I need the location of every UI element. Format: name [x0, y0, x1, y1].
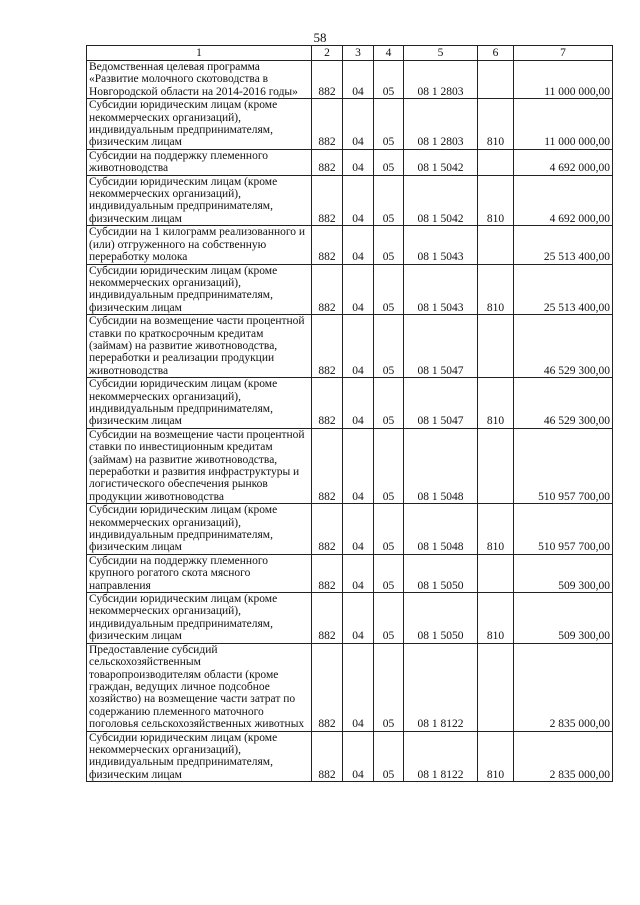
subsection-cell: 05: [374, 226, 404, 264]
admin-code-cell: 882: [312, 315, 343, 378]
table-row: [87, 593, 613, 644]
table-row: [87, 643, 613, 731]
target-article-cell: 08 1 5050: [404, 593, 478, 644]
section-cell: 04: [343, 264, 374, 315]
row-name-cell: Субсидии на возмещение части процентной ставки по краткосрочным кредитам (займам) на развитие животноводства, переработки и реализации продукции животноводства: [87, 315, 312, 378]
amount-cell: 509 300,00: [514, 554, 613, 592]
subsection-cell: 05: [374, 175, 404, 226]
amount-cell: 25 513 400,00: [514, 264, 613, 315]
target-article-cell: 08 1 5048: [404, 428, 478, 503]
expense-type-cell: 810: [478, 593, 514, 644]
amount-cell: 46 529 300,00: [514, 378, 613, 429]
row-name-cell: Субсидии юридическим лицам (кроме некоммерческих организаций), индивидуальным предпринимателям, физическим лицам: [87, 99, 312, 150]
expense-type-cell: 810: [478, 504, 514, 555]
table-row: [87, 175, 613, 226]
column-header: 1: [87, 46, 312, 61]
row-name-cell: Субсидии на поддержку племенного животноводства: [87, 149, 312, 175]
table-row: [87, 428, 613, 503]
subsection-cell: 05: [374, 378, 404, 429]
amount-cell: 11 000 000,00: [514, 99, 613, 150]
section-cell: 04: [343, 175, 374, 226]
section-cell: 04: [343, 428, 374, 503]
admin-code-cell: 882: [312, 643, 343, 731]
expense-type-cell: 810: [478, 175, 514, 226]
section-cell: 04: [343, 61, 374, 99]
section-cell: 04: [343, 504, 374, 555]
table-row: [87, 315, 613, 378]
column-header: 4: [374, 46, 404, 61]
column-header: 2: [312, 46, 343, 61]
section-cell: 04: [343, 149, 374, 175]
row-name-cell: Субсидии юридическим лицам (кроме некоммерческих организаций), индивидуальным предпринимателям, физическим лицам: [87, 731, 312, 782]
table-row: [87, 378, 613, 429]
row-name-cell: Субсидии юридическим лицам (кроме некоммерческих организаций), индивидуальным предпринимателям, физическим лицам: [87, 504, 312, 555]
admin-code-cell: 882: [312, 731, 343, 782]
section-cell: 04: [343, 378, 374, 429]
amount-cell: 510 957 700,00: [514, 428, 613, 503]
row-name-cell: Предоставление субсидий сельскохозяйственным товаропроизводителям области (кроме граждан, ведущих личное подсобное хозяйство) на возмещение части затрат по содержанию племенного маточного поголовья сельскохозяйственных животных: [87, 643, 312, 731]
table-body: [87, 61, 613, 782]
subsection-cell: 05: [374, 428, 404, 503]
expense-type-cell: 810: [478, 378, 514, 429]
admin-code-cell: 882: [312, 428, 343, 503]
expense-type-cell: 810: [478, 731, 514, 782]
amount-cell: 509 300,00: [514, 593, 613, 644]
expense-type-cell: [478, 315, 514, 378]
section-cell: 04: [343, 643, 374, 731]
target-article-cell: 08 1 8122: [404, 643, 478, 731]
target-article-cell: 08 1 5043: [404, 226, 478, 264]
column-header: 5: [404, 46, 478, 61]
section-cell: 04: [343, 226, 374, 264]
column-header: 3: [343, 46, 374, 61]
row-name-cell: Субсидии юридическим лицам (кроме некоммерческих организаций), индивидуальным предпринимателям, физическим лицам: [87, 593, 312, 644]
target-article-cell: 08 1 2803: [404, 61, 478, 99]
subsection-cell: 05: [374, 593, 404, 644]
page-number: 58: [313, 30, 327, 45]
admin-code-cell: 882: [312, 593, 343, 644]
row-name-cell: Субсидии юридическим лицам (кроме некоммерческих организаций), индивидуальным предпринимателям, физическим лицам: [87, 175, 312, 226]
admin-code-cell: 882: [312, 61, 343, 99]
admin-code-cell: 882: [312, 554, 343, 592]
row-name-cell: Субсидии на возмещение части процентной ставки по инвестиционным кредитам (займам) на развитие животноводства, переработки и развития инфраструктуры и логистического обеспечения рынков продукции животноводства: [87, 428, 312, 503]
row-name-cell: Ведомственная целевая программа «Развитие молочного скотоводства в Новгородской области на 2014-2016 годы»: [87, 61, 312, 99]
table-row: [87, 731, 613, 782]
subsection-cell: 05: [374, 99, 404, 150]
subsection-cell: 05: [374, 554, 404, 592]
amount-cell: 25 513 400,00: [514, 226, 613, 264]
target-article-cell: 08 1 5047: [404, 315, 478, 378]
target-article-cell: 08 1 8122: [404, 731, 478, 782]
admin-code-cell: 882: [312, 149, 343, 175]
expense-type-cell: 810: [478, 264, 514, 315]
row-name-cell: Субсидии на 1 килограмм реализованного и (или) отгруженного на собственную переработку молока: [87, 226, 312, 264]
table-header-row: [87, 46, 613, 61]
admin-code-cell: 882: [312, 99, 343, 150]
section-cell: 04: [343, 593, 374, 644]
table-row: [87, 149, 613, 175]
budget-table: [86, 45, 613, 782]
expense-type-cell: [478, 149, 514, 175]
section-cell: 04: [343, 315, 374, 378]
subsection-cell: 05: [374, 264, 404, 315]
table-row: [87, 226, 613, 264]
amount-cell: 4 692 000,00: [514, 149, 613, 175]
target-article-cell: 08 1 5042: [404, 149, 478, 175]
subsection-cell: 05: [374, 504, 404, 555]
table-row: [87, 504, 613, 555]
subsection-cell: 05: [374, 149, 404, 175]
amount-cell: 2 835 000,00: [514, 643, 613, 731]
section-cell: 04: [343, 99, 374, 150]
target-article-cell: 08 1 2803: [404, 99, 478, 150]
subsection-cell: 05: [374, 731, 404, 782]
amount-cell: 46 529 300,00: [514, 315, 613, 378]
subsection-cell: 05: [374, 643, 404, 731]
expense-type-cell: [478, 428, 514, 503]
target-article-cell: 08 1 5047: [404, 378, 478, 429]
row-name-cell: Субсидии юридическим лицам (кроме некоммерческих организаций), индивидуальным предпринимателям, физическим лицам: [87, 264, 312, 315]
amount-cell: 510 957 700,00: [514, 504, 613, 555]
admin-code-cell: 882: [312, 504, 343, 555]
row-name-cell: Субсидии на поддержку племенного крупного рогатого скота мясного направления: [87, 554, 312, 592]
expense-type-cell: [478, 61, 514, 99]
row-name-cell: Субсидии юридическим лицам (кроме некоммерческих организаций), индивидуальным предпринимателям, физическим лицам: [87, 378, 312, 429]
expense-type-cell: [478, 643, 514, 731]
subsection-cell: 05: [374, 315, 404, 378]
section-cell: 04: [343, 731, 374, 782]
amount-cell: 2 835 000,00: [514, 731, 613, 782]
table-row: [87, 264, 613, 315]
table-row: [87, 554, 613, 592]
expense-type-cell: [478, 226, 514, 264]
admin-code-cell: 882: [312, 264, 343, 315]
table-row: [87, 61, 613, 99]
admin-code-cell: 882: [312, 226, 343, 264]
target-article-cell: 08 1 5050: [404, 554, 478, 592]
expense-type-cell: [478, 554, 514, 592]
admin-code-cell: 882: [312, 378, 343, 429]
column-header: 7: [514, 46, 613, 61]
expense-type-cell: 810: [478, 99, 514, 150]
amount-cell: 4 692 000,00: [514, 175, 613, 226]
target-article-cell: 08 1 5042: [404, 175, 478, 226]
admin-code-cell: 882: [312, 175, 343, 226]
column-header: 6: [478, 46, 514, 61]
section-cell: 04: [343, 554, 374, 592]
target-article-cell: 08 1 5048: [404, 504, 478, 555]
subsection-cell: 05: [374, 61, 404, 99]
target-article-cell: 08 1 5043: [404, 264, 478, 315]
amount-cell: 11 000 000,00: [514, 61, 613, 99]
table-row: [87, 99, 613, 150]
